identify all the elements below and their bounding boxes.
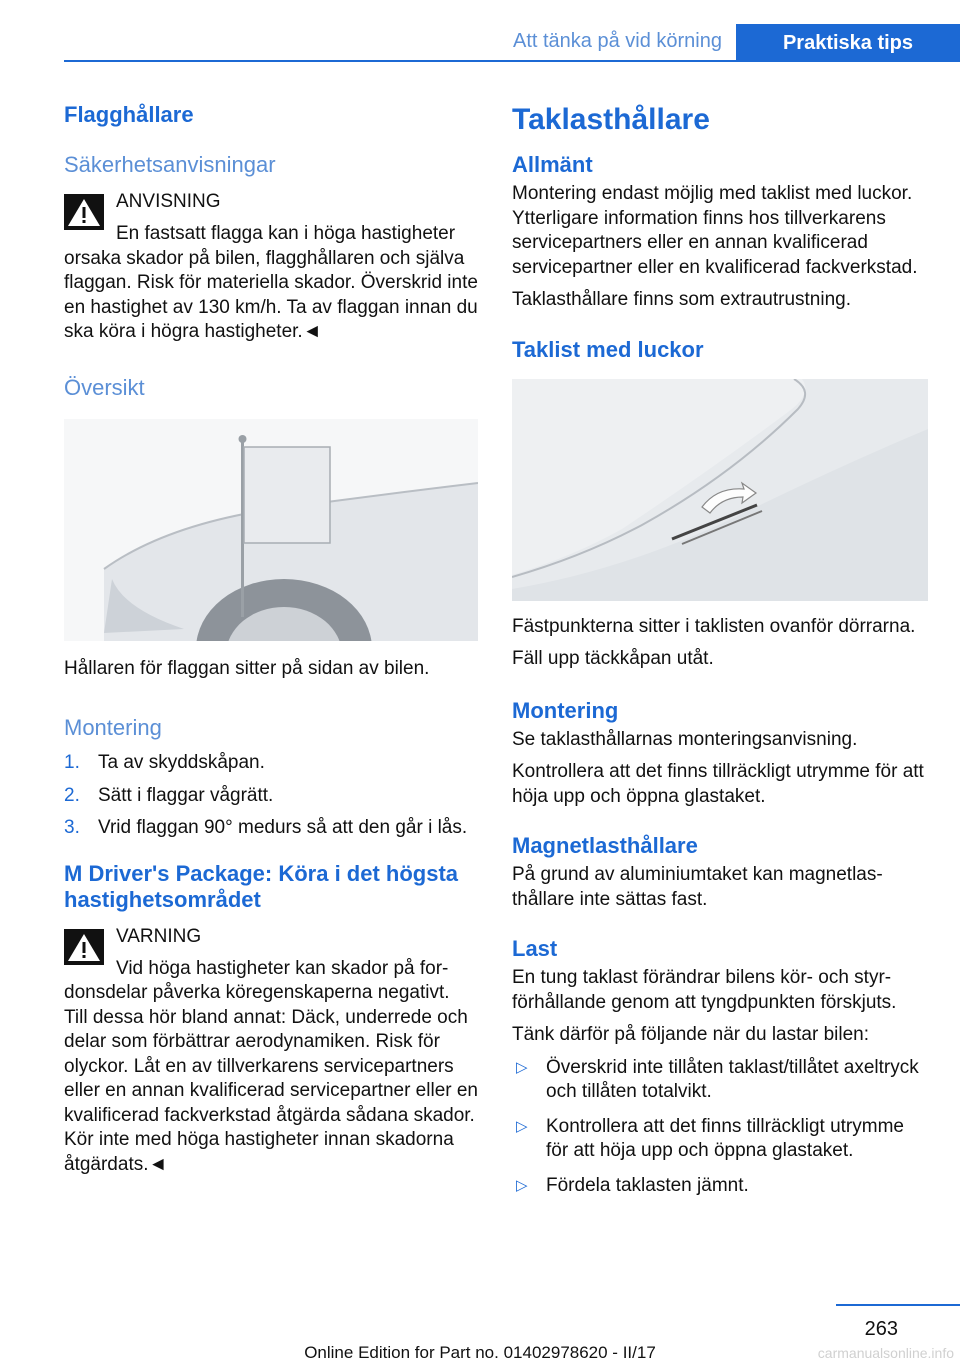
safety-heading: Säkerhetsanvisningar [64,152,276,177]
fixing-points-text: Fästpunkterna sitter i taklisten ovanför dörrarna. [512,615,916,637]
chapter-title: Att tänka på vid körning [512,30,722,52]
right-column [512,100,928,1208]
general-text: Montering endast möjlig med taklist med luckor. Ytterligare information finns hos tillverkarens servicepartners eller en annan kvalificerad servicepartner eller en kvalificerad fackverkstad. [512,183,918,278]
flag-holder-heading: Flagghållare [64,102,194,127]
warning-label: VARNING [116,925,202,947]
watermark-text: carmanualsonline.info [817,1345,954,1361]
section-tab[interactable]: Praktiska tips [736,24,960,62]
left-column [64,100,478,1177]
warning-block [64,925,478,949]
mounting-heading: Montering [64,715,162,740]
magnet-text: På grund av aluminiumtaket kan magnetlasthållare inte sättas fast. [512,864,883,910]
list-item: 1. Ta av skyddskåpan. [64,752,265,773]
warning-text: Vid höga hastigheter kan skador på fordonsdelar påverka köregenskaperna negativt. Till dessa hör bland annat: Däck, underrede och delar som förbättrar aerodynamiken. Risk för olyckor. Låt en av tillverkarens servicepartners eller en annan kvalificerad servicepartner eller en kvalificerad fackverkstad åtgärda sådana skador. Kör inte med höga hastigheter innan skadorna åtgärdats.◄ [64,957,479,1175]
load-text: En tung taklast förändrar bilens kör- och styrförhållande genom att tyngdpunkten förskjuts. [512,967,897,1013]
holder-location-text: Hållaren för flaggan sitter på sidan av bilen. [64,657,430,679]
warning-triangle-icon [64,929,104,965]
load-heading: Last [512,936,558,961]
flag-holder-figure [64,419,478,641]
m-driver-heading: M Driver's Package: Köra i det högsta hastighetsområdet [64,860,459,912]
list-item: ▷ Överskrid inte tillåten taklast/tillåtet axeltryck och tillåten totalvikt. [516,1056,919,1102]
roof-mounting-heading: Montering [512,697,619,723]
warning-triangle-icon [64,194,104,230]
triangle-bullet-icon: ▷ [516,1176,528,1194]
list-item: 3. Vrid flaggan 90° medurs så att den går i lås. [64,817,468,838]
magnet-heading: Magnetlasthållare [512,833,698,858]
mounting-instructions-text: Se taklasthållarnas monteringsanvisning. [512,728,858,750]
fold-cover-text: Fäll upp täckkåpan utåt. [512,648,714,669]
list-item: ▷ Fördela taklasten jämnt. [512,1174,928,1199]
overview-heading: Översikt [64,374,145,400]
general-heading: Allmänt [512,152,593,177]
page-header [64,24,960,62]
roof-rack-title: Taklasthållare [512,103,710,136]
mounting-steps [64,751,478,841]
space-check-text: Kontrollera att det finns tillräckligt utrymme för att höja upp och öppna glastaket. [512,761,924,807]
roof-rail-illustration [512,379,928,601]
roof-rail-figure [512,379,928,601]
notice-label: ANVISNING [116,191,221,212]
triangle-bullet-icon: ▷ [516,1058,528,1076]
list-item: 2. Sätt i flaggar vågrätt. [64,784,274,806]
notice-block [64,190,478,214]
list-item: ▷ Kontrollera att det finns tillräckligt utrymme för att höja upp och öppna glastaket. [516,1115,904,1161]
notice-text: En fastsatt flagga kan i höga hastigheter orsaka skador på bilen, flagghållaren och själva flaggan. Risk för materiella skador. Överskrid inte en hastighet av 130 km/h. Ta av flaggan innan du ska köra i högra hastigheter.◄ [64,223,478,342]
load-checklist [512,1056,928,1199]
page-number-rule [836,1304,960,1306]
triangle-bullet-icon: ▷ [516,1117,528,1135]
page-number: 263 [864,1318,898,1340]
extra-equipment-text: Taklasthållare finns som extrautrustning. [512,289,851,310]
roof-rail-heading: Taklist med luckor [512,336,704,362]
load-intro-text: Tänk därför på följande när du lastar bilen: [512,1024,869,1045]
edition-footer: Online Edition for Part no. 01402978620 - II/17 [304,1343,656,1362]
car-fender-illustration [64,419,478,641]
